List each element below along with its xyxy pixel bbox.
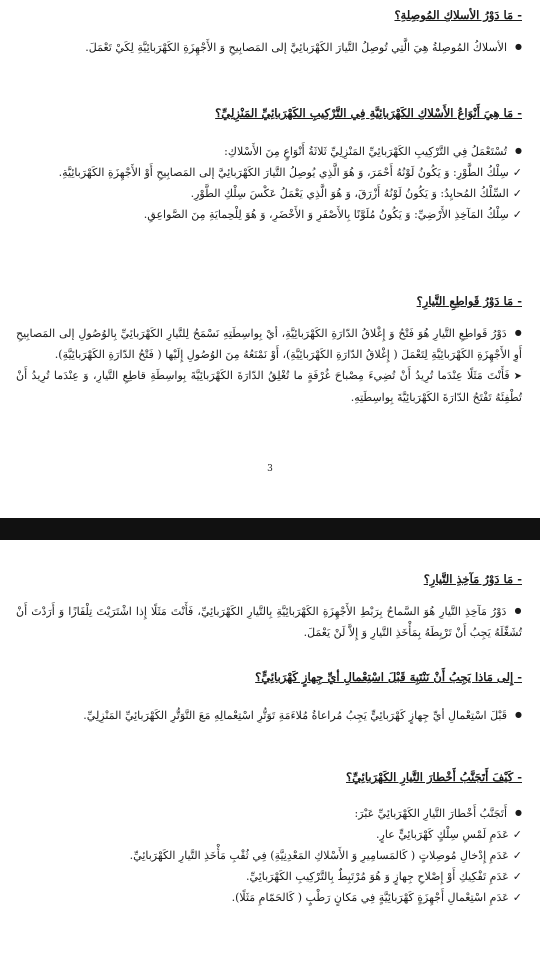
example-text: ➤ فَأَنْتَ مَثَلًا عِنْدَما تُرِيدُ أَنْ تُضِيءَ مِصْباحَ غُرْفَةٍ ما تُغْلِقُ الدّارَةَ الكَهْرَبائِيَّةَ بِواسِطَةِ قاطِعِ التَّيارِ، وَ عِنْدَما تُرِيدُ أَنْ تُطْفِئَهُ تَفْتَحُ الدّارَةَ الكَهْرَبائِيَّةَ بِواسِطَتِهِ.: [16, 365, 522, 408]
answer-wire-types: [16, 140, 522, 225]
answer-text: ● الأسلاكُ المُوصِلةُ هِيَ الَّتِي تُوصِلُ التَّيارَ الكَهْرَبائِيَّ إلى المَصابِيحِ وَ الأَجْهِزَةِ الكَهْرَبائِيَّةِ لِكَيْ تَعْمَلَ.: [85, 41, 522, 54]
question-heading-wires-role: - مَا دَوْرُ الأسلاكِ المُوصِلةِ؟: [394, 8, 522, 22]
answer-intro: ● أَتَجَنَّبُ أَخْطارَ التَّيارِ الكَهْرَبائِيِّ عَبْرَ:: [16, 802, 522, 824]
list-item: ✓ عَدَمِ لَمْسِ سِلْكٍ كَهْرَبائِيٍّ عارٍ.: [16, 824, 522, 845]
question-heading-circuit-breakers: - مَا دَوْرُ قَواطِعِ التَّيارِ؟: [416, 294, 522, 308]
answer-before-use: [16, 704, 522, 726]
list-item: ✓ سِلْكُ الطَّوْرِ: وَ يَكُونُ لَوْنُهُ أَحْمَرَ، وَ هُوَ الَّذِي يُوصِلُ التَّيارَ الكَهْرَبائِيَّ إلى المَصابِيحِ أَوْ الأَجْهِزَةِ الكَهْرَبائِيَّةِ.: [16, 162, 522, 183]
answer-circuit-breakers: [16, 322, 522, 408]
answer-text: ● دَوْرُ قَواطِعِ التَّيارِ هُوَ فَتْحُ وَ إِغْلاقُ الدّارَةِ الكَهْرَبائِيَّةِ، أيْ بِواسِطَتِهِ نَسْمَحُ لِلتَّيارِ الكَهْرَبائِيِّ بِالوُصُولِ إلى المَصابِيحِ أَوِ الأَجْهِزَةِ الكَهْرَبائِيَّةِ لِتَعْمَلَ ( إِغْلاقُ الدّارَةِ الكَهْرَبائِيَّةِ)، أَوْ نَمْنَعُهُ مِنَ الوُصُولِ إِلَيْها ( فَتْحُ الدّارَةِ الكَهْرَبائِيَّةِ).: [16, 322, 522, 365]
answer-intro: ● تُسْتَعْمَلُ فِي التَّرْكِيبِ الكَهْرَبائِيِّ المَنْزِلِيِّ ثَلاثَةُ أَنْوَاعٍ مِنَ الأَسْلاكِ:: [16, 140, 522, 162]
answer-avoid-dangers: [16, 802, 522, 908]
list-item: ✓ السِّلْكُ المُحايِدُ: وَ يَكُونُ لَوْنُهُ أَزْرَقَ، وَ هُوَ الَّذِي يَعْمَلُ عَكْسَ سِلْكِ الطَّوْرِ.: [16, 183, 522, 204]
answer-wires-role: [16, 36, 522, 58]
list-item: ✓ عَدَمِ اسْتِعْمالِ أَجْهِزَةٍ كَهْرَبائِيَّةٍ فِي مَكانٍ رَطْبٍ ( كَالحَمّامِ مَثَلًا).: [16, 887, 522, 908]
page-number: 3: [267, 464, 273, 474]
question-heading-sockets-role: - مَا دَوْرُ مَآخِذِ التَّيارِ؟: [423, 572, 522, 586]
question-heading-before-use: - إِلى مَاذا يَجِبُ أَنْ نَنْتَبِهَ قَبْلَ اسْتِعْمالِ أيِّ جِهازٍ كَهْرَبائِيٍّ؟: [255, 670, 522, 684]
answer-text: ● دَوْرُ مَآخِذِ التَّيارِ هُوَ السَّماحُ بِرَبْطِ الأَجْهِزَةِ الكَهْرَبائِيَّةِ بِالتَّيارِ الكَهْرَبائِيِّ، فَأَنْتَ مَثَلًا إِذا اشْتَرَيْتَ تِلْفَازًا وَ أَرَدْتَ أَنْ تُشَغِّلَهُ يَجِبُ أَنْ تَرْبِطَهُ بِمَأْخَذِ التَّيارِ وَ إِلاَّ لَنْ يَعْمَلَ.: [16, 605, 522, 639]
question-heading-avoid-dangers: - كَيْفَ أَتَجَنَّبُ أَخْطارَ التَّيارِ الكَهْرَبائِيِّ؟: [345, 770, 522, 784]
question-heading-wire-types: - مَا هِيَ أَنْوَاعُ الأَسْلاكِ الكَهْرَبائِيَّةِ فِي التَّرْكِيبِ الكَهْرَبائِيِّ المَنْزِلِيِّ؟: [215, 106, 522, 120]
answer-sockets-role: [16, 600, 522, 643]
list-item: ✓ عَدَمِ تَفْكِيكِ أَوْ إِصْلاحِ جِهازٍ وَ هُوَ مُرْتَبِطٌ بِالتَّرْكِيبِ الكَهْرَبائِيِّ.: [16, 866, 522, 887]
list-item: ✓ عَدَمِ إِدْخالِ مُوصِلاتٍ ( كَالمَسامِيرِ وَ الأَسْلاكِ المَعْدِنِيَّةِ) فِي ثُقْبِ مَأْخَذِ التَّيارِ الكَهْرَبائِيِّ.: [16, 845, 522, 866]
answer-text: ● قَبْلَ اسْتِعْمالِ أيِّ جِهازٍ كَهْرَبائِيٍّ يَجِبُ مُراعاةُ مُلاءَمَةِ تَوَتُّرِ اسْتِعْمالِهِ مَعَ التَّوَتُّرِ الكَهْرَبائِيِّ المَنْزِلِيِّ.: [83, 709, 522, 722]
list-item: ✓ سِلْكُ المَآخِذِ الأَرْضِيِّ: وَ يَكُونُ مُلَوَّنًا بِالأَصْفَرِ وَ الأَخْضَرِ، وَ هُوَ لِلْحِمايَةِ مِنَ الصَّواعِقِ.: [16, 204, 522, 225]
document-page-2: [0, 540, 540, 960]
